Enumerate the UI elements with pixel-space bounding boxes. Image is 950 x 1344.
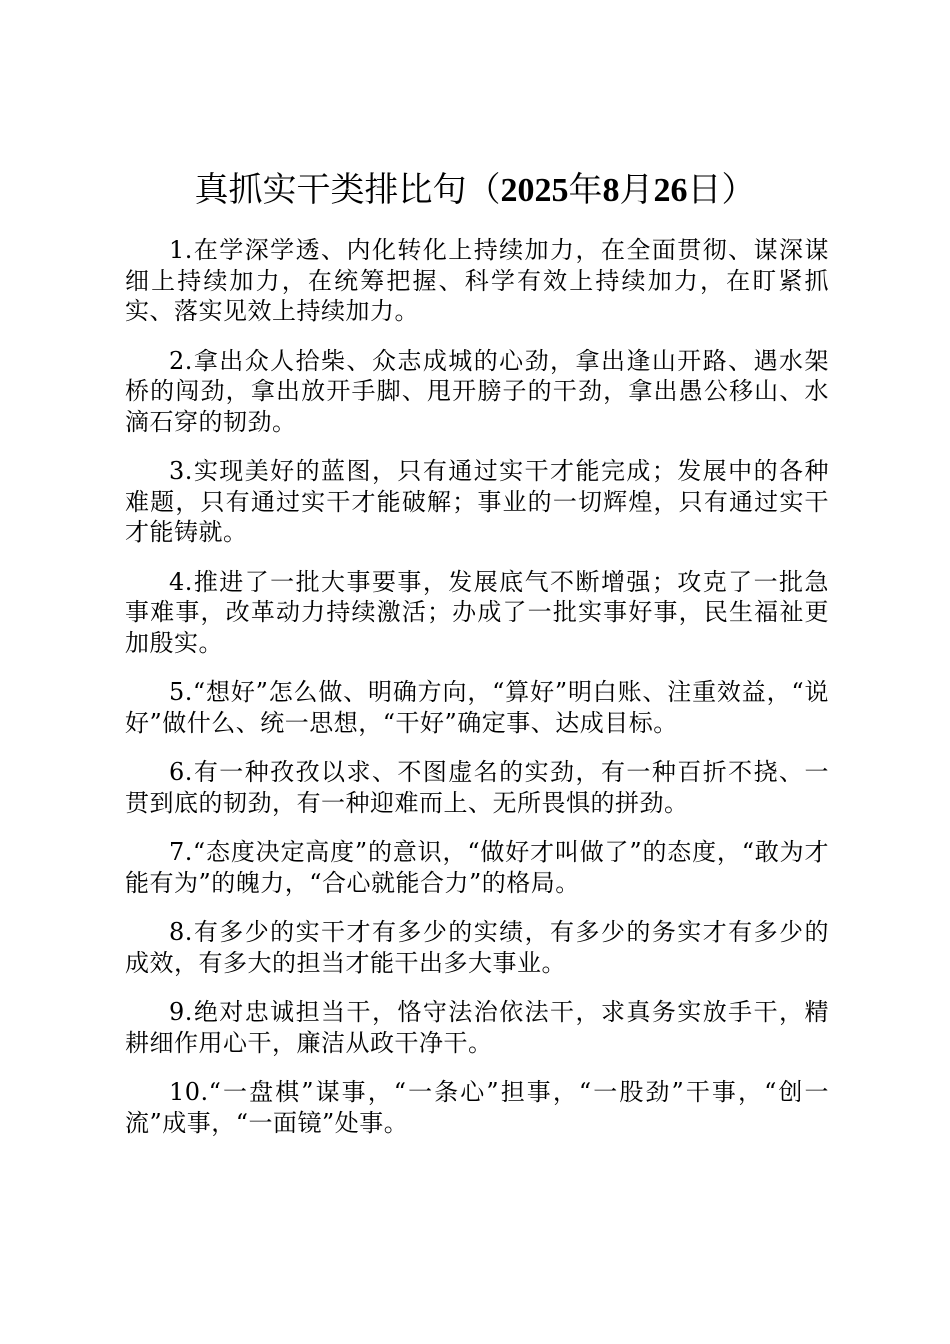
paragraph-7: 7.“态度决定高度”的意识，“做好才叫做了”的态度，“敢为才能有为”的魄力，“合心就能合力”的格局。: [125, 838, 829, 897]
title-month-unit: 月: [619, 170, 654, 210]
document-title: [0, 168, 950, 213]
title-year: 2025: [500, 172, 569, 209]
title-month: 8: [602, 172, 620, 209]
paragraph-2: 2.拿出众人拾柴、众志成城的心劲，拿出逢山开路、遇水架桥的闯劲，拿出放开手脚、甩开膀子的干劲，拿出愚公移山、水滴石穿的韧劲。: [125, 346, 829, 436]
paragraph-10: 10.“一盘棋”谋事，“一条心”担事，“一股劲”干事，“创一流”成事，“一面镜”处事。: [125, 1078, 829, 1137]
title-year-unit: 年: [568, 170, 603, 210]
document-body: [125, 235, 829, 1157]
paragraph-3: 3.实现美好的蓝图，只有通过实干才能完成；发展中的各种难题，只有通过实干才能破解；事业的一切辉煌，只有通过实干才能铸就。: [125, 457, 829, 546]
paragraph-6: 6.有一种孜孜以求、不图虚名的实劲，有一种百折不挠、一贯到底的韧劲，有一种迎难而上、无所畏惧的拼劲。: [125, 758, 829, 817]
paragraph-9: 9.绝对忠诚担当干，恪守法治依法干，求真务实放手干，精耕细作用心干，廉洁从政干净干。: [125, 998, 829, 1057]
title-day: 26: [653, 172, 688, 209]
paragraph-4: 4.推进了一批大事要事，发展底气不断增强；攻克了一批急事难事，改革动力持续激活；办成了一批实事好事，民生福祉更加殷实。: [125, 567, 829, 657]
paragraph-8: 8.有多少的实干才有多少的实绩，有多少的务实才有多少的成效，有多大的担当才能干出多大事业。: [125, 918, 829, 977]
title-suffix: 日）: [687, 170, 756, 210]
paragraph-1: 1.在学深学透、内化转化上持续加力，在全面贯彻、谋深谋细上持续加力，在统筹把握、科学有效上持续加力，在盯紧抓实、落实见效上持续加力。: [125, 236, 829, 325]
paragraph-5: 5.“想好”怎么做、明确方向，“算好”明白账、注重效益，“说好”做什么、统一思想，“干好”确定事、达成目标。: [125, 678, 829, 737]
title-prefix: 真抓实干类排比句（: [194, 170, 501, 210]
